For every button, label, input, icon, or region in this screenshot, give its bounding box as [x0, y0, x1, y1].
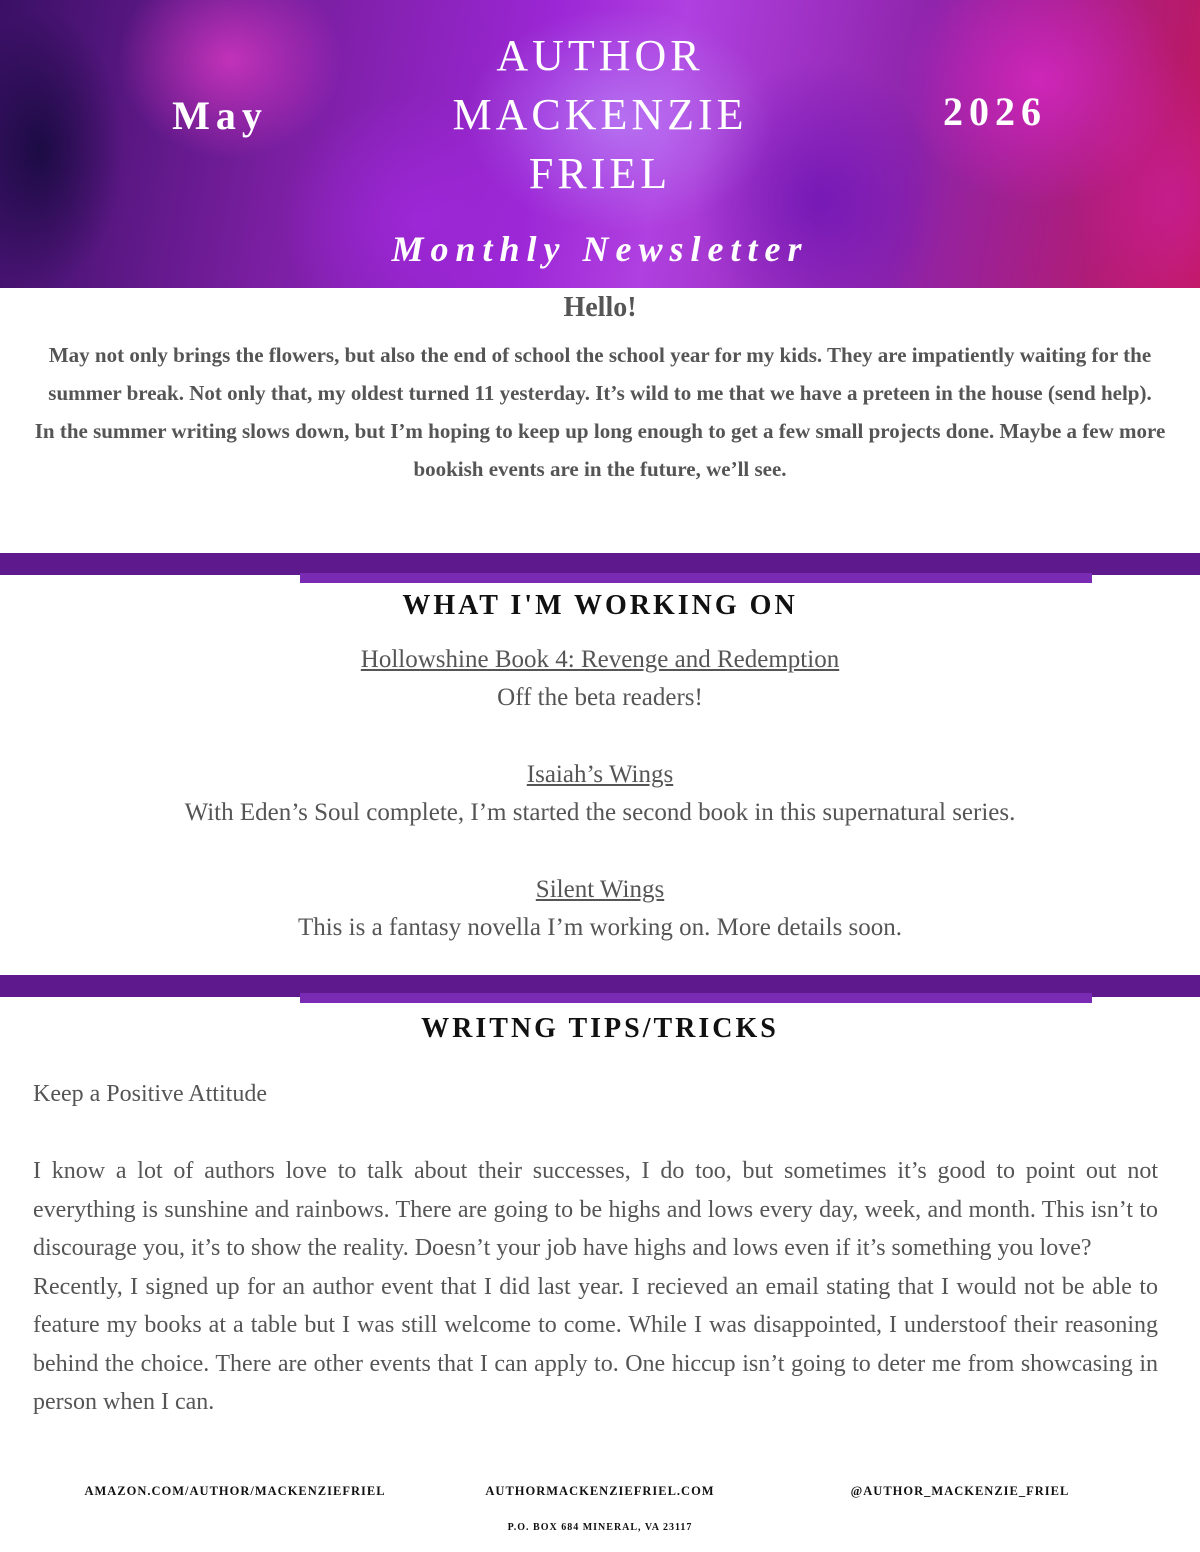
website-link[interactable]: AUTHORMACKENZIEFRIEL.COM: [485, 1484, 715, 1498]
tips-body: [33, 1152, 1158, 1422]
social-handle[interactable]: @AUTHOR_MACKENZIE_FRIEL: [850, 1484, 1070, 1498]
working-on-heading: WHAT I'M WORKING ON: [402, 590, 798, 621]
work-item-title: Hollowshine Book 4: Revenge and Redemption: [360, 646, 840, 673]
amazon-link[interactable]: AMAZON.COM/AUTHOR/MACKENZIEFRIEL: [84, 1484, 386, 1498]
intro-text: [30, 336, 1170, 488]
banner-title: [400, 26, 800, 203]
work-item-text: This is a fantasy novella I’m working on. More details soon.: [297, 914, 903, 941]
banner-year: 2026: [943, 89, 1047, 134]
banner-subtitle: Monthly Newsletter: [391, 229, 809, 269]
banner-title-line: FRIEL: [528, 149, 672, 198]
work-item-text: With Eden’s Soul complete, I’m started the second book in this supernatural series.: [184, 799, 1016, 826]
header-banner: [0, 0, 1200, 288]
work-item-text: Off the beta readers!: [497, 684, 703, 711]
intro-paragraph: May not only brings the flowers, but also the end of school the school year for my kids. They are impatiently waiting for the summer break. Not only that, my oldest turned 11 yesterday. It’s wild to me that we have a preteen in the house (send help).: [48, 343, 1152, 405]
work-item-title: Isaiah’s Wings: [526, 761, 674, 788]
section-divider: [0, 553, 1200, 575]
work-item-title: Silent Wings: [535, 876, 665, 903]
section-divider-accent: [300, 993, 1092, 1003]
tips-paragraph: Recently, I signed up for an author event that I did last year. I recieved an email stating that I would not be able to feature my books at a table but I was still welcome to come. While I was disappointed, I understoof their reasoning behind the choice. There are other events that I can apply to. One hiccup isn’t going to deter me from showcasing in person when I can.: [33, 1273, 1158, 1415]
greeting: Hello!: [563, 292, 637, 323]
work-item: [0, 756, 1200, 832]
banner-title-line: MACKENZIE: [452, 90, 748, 139]
footer-address: P.O. BOX 684 MINERAL, VA 23117: [507, 1522, 693, 1533]
section-divider-accent: [300, 573, 1092, 583]
intro-paragraph: In the summer writing slows down, but I’m hoping to keep up long enough to get a few small projects done. Maybe a few more bookish events are in the future, we’ll see.: [34, 419, 1166, 481]
work-item: [0, 641, 1200, 717]
work-item: [0, 871, 1200, 947]
tips-paragraph: I know a lot of authors love to talk about their successes, I do too, but sometimes it’s good to point out not everything is sunshine and rainbows. There are going to be highs and lows every day, week, and month. This isn’t to discourage you, it’s to show the reality. Doesn’t your job have highs and lows even if it’s something you love?: [33, 1158, 1158, 1261]
tips-heading: WRITNG TIPS/TRICKS: [421, 1013, 779, 1044]
banner-month: May: [172, 93, 268, 138]
banner-title-line: AUTHOR: [496, 31, 704, 80]
tips-subtitle: Keep a Positive Attitude: [33, 1081, 267, 1107]
